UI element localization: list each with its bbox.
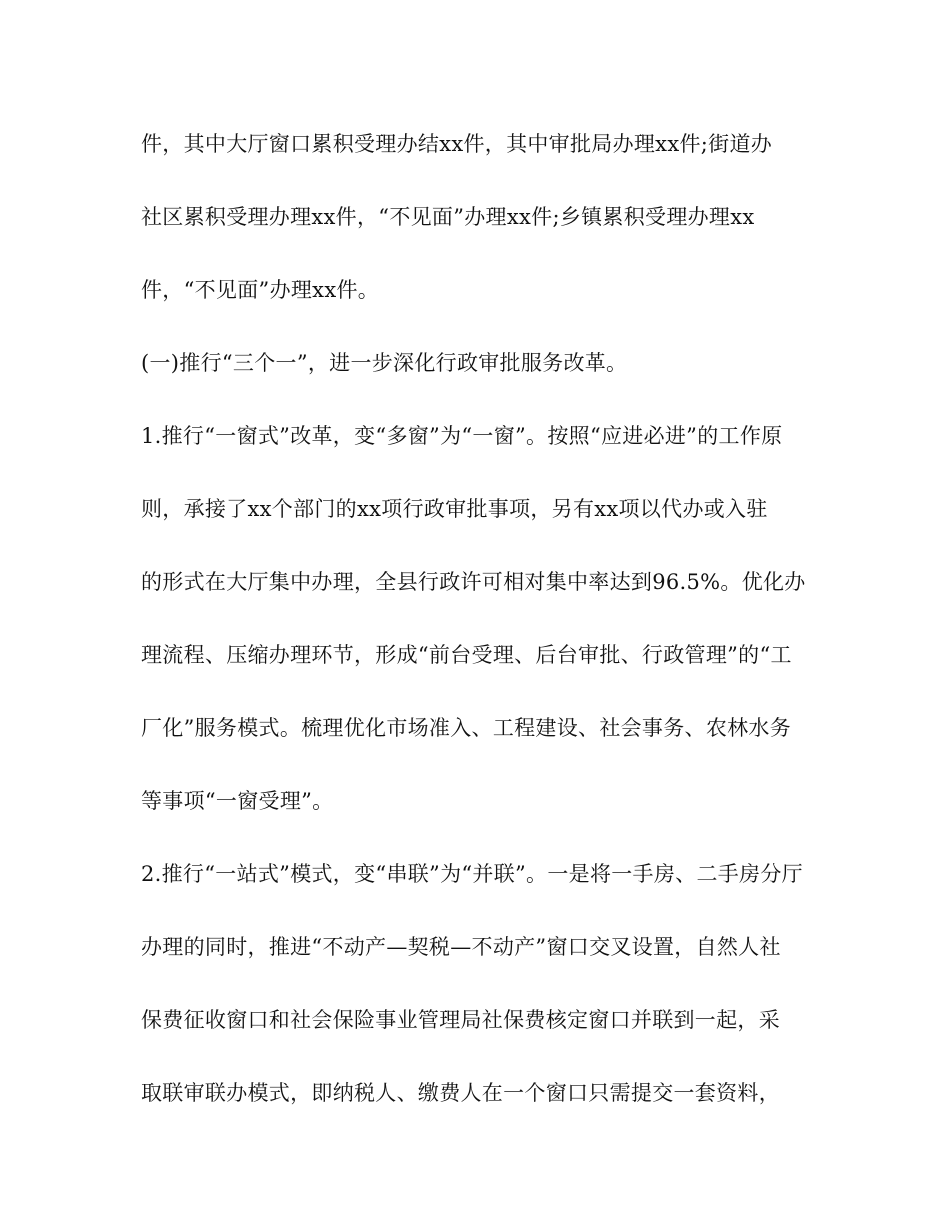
text-line-9: 厂化”服务模式。梳理优化市场准入、工程建设、社会事务、农林水务	[141, 716, 792, 740]
text-line-11: 2.推行“一站式”模式，变“串联”为“并联”。一是将一手房、二手房分厅	[141, 862, 803, 886]
text-line-13: 保费征收窗口和社会保险事业管理局社保费核定窗口并联到一起，采	[141, 1008, 780, 1032]
text-line-8: 理流程、压缩办理环节，形成“前台受理、后台审批、行政管理”的“工	[141, 643, 792, 667]
text-line-10: 等事项“一窗受理”。	[141, 789, 334, 813]
text-line-1: 件，其中大厅窗口累积受理办结xx件，其中审批局办理xx件;街道办	[141, 132, 773, 156]
text-line-5: 1.推行“一窗式”改革，变“多窗”为“一窗”。按照“应进必进”的工作原	[141, 424, 783, 448]
text-line-3: 件，“不见面”办理xx件。	[141, 278, 380, 302]
text-line-14: 取联审联办模式，即纳税人、缴费人在一个窗口只需提交一套资料，	[141, 1081, 780, 1105]
text-line-6: 则，承接了xx个部门的xx项行政审批事项，另有xx项以代办或入驻	[141, 497, 768, 521]
section-heading: (一)推行“三个一”，进一步深化行政审批服务改革。	[141, 351, 628, 375]
text-line-2: 社区累积受理办理xx件，“不见面”办理xx件;乡镇累积受理办理xx	[141, 205, 755, 229]
text-line-7: 的形式在大厅集中办理，全县行政许可相对集中率达到96.5%。优化办	[141, 570, 806, 594]
text-line-12: 办理的同时，推进“不动产—契税—不动产”窗口交叉设置，自然人社	[141, 935, 781, 959]
